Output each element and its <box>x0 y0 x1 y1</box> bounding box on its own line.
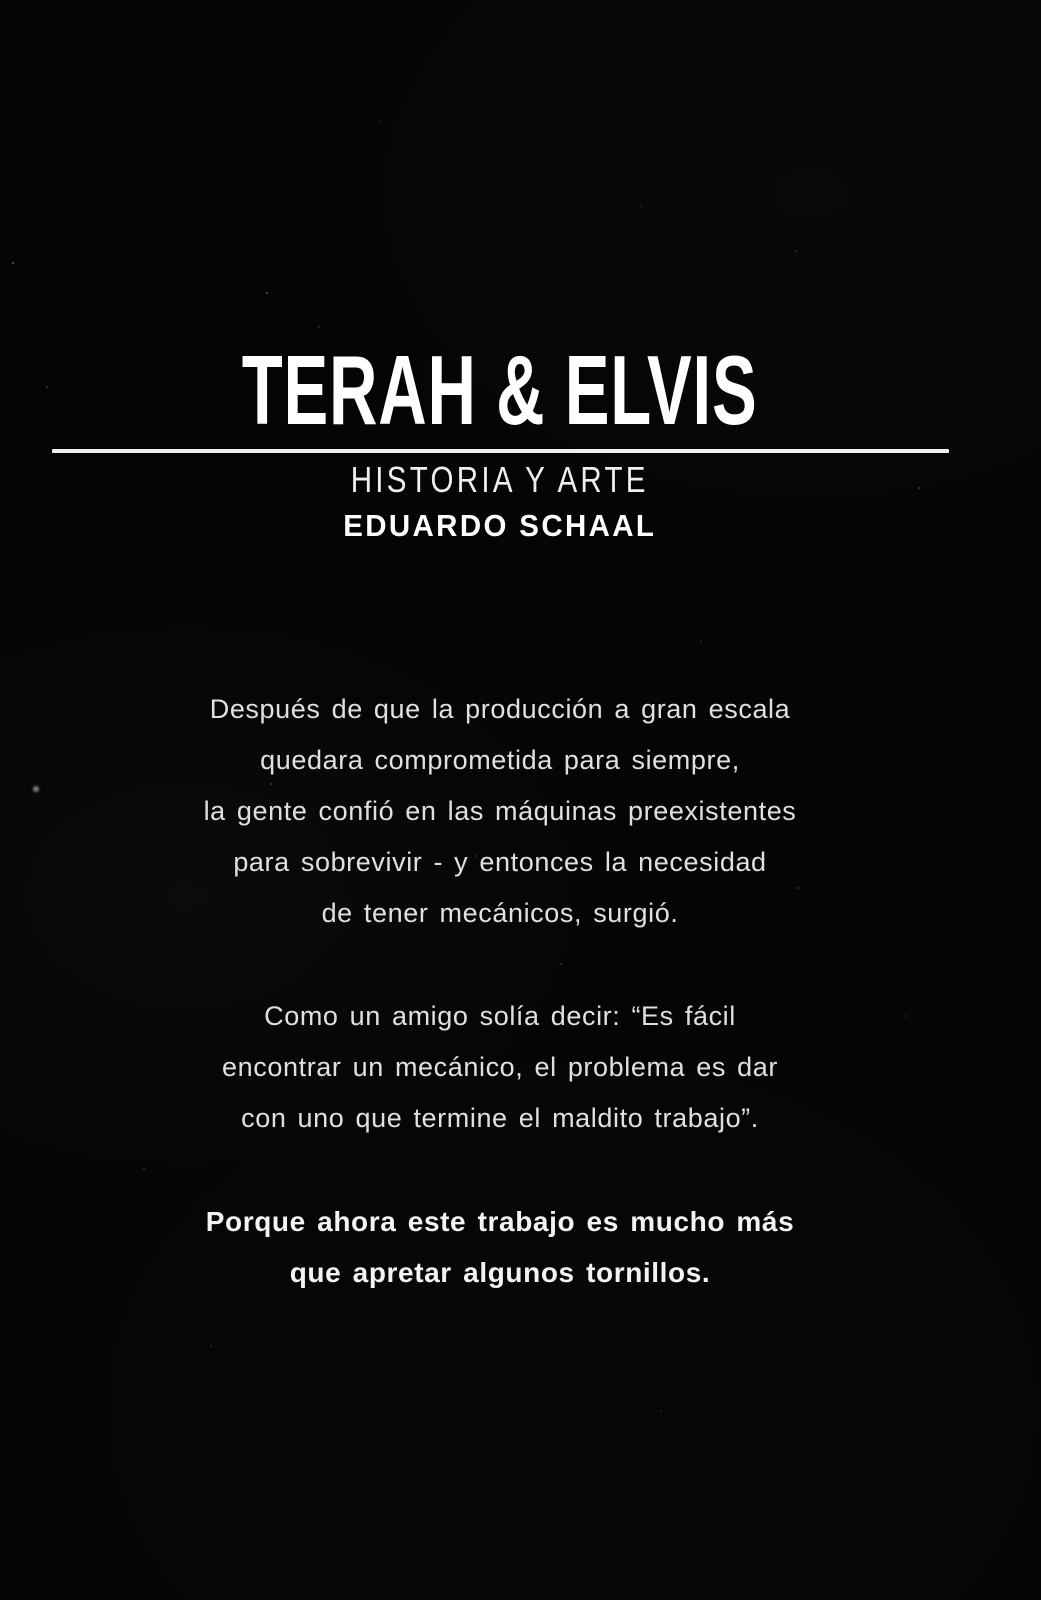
quote-paragraph: Como un amigo solía decir: “Es fácil encontrar un mecánico, el problema es dar con uno que termine el maldito trabajo”. <box>222 1001 778 1133</box>
subtitle-historia-y-arte: HISTORIA Y ARTE <box>350 459 650 500</box>
author-block <box>0 504 1000 548</box>
closing-paragraph-bold: Porque ahora este trabajo es mucho más que apretar algunos tornillos. <box>205 1206 795 1288</box>
intro-paragraph: Después de que la producción a gran escala quedara comprometida para siempre, la gente confió en las máquinas preexistentes para sobrevivir - y entonces la necesidad de tener mecánicos, surgió. <box>203 694 797 928</box>
subtitle-block <box>0 458 1000 502</box>
title-block <box>0 336 1000 446</box>
title-divider-rule <box>52 449 949 453</box>
page-title: TERAH & ELVIS <box>242 336 758 446</box>
author-name: EDUARDO SCHAAL <box>343 508 657 543</box>
